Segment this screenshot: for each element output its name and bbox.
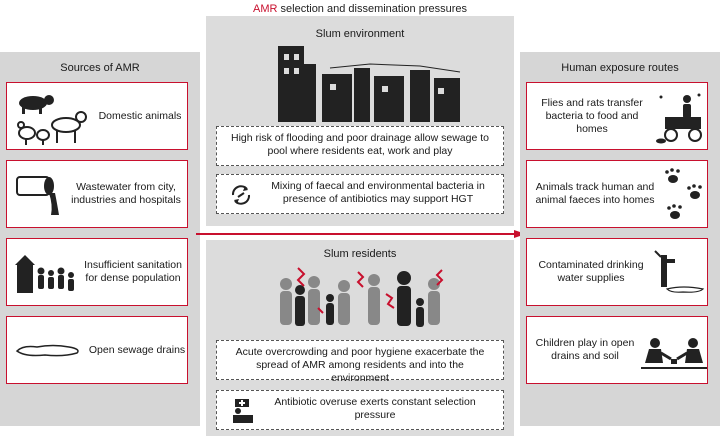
environment-box-hgt	[216, 174, 504, 214]
waste-pipe-icon	[15, 171, 65, 219]
title-rest: selection and dissemination pressures	[277, 3, 467, 15]
source-label: Wastewater from city, industries and hospitals	[71, 181, 181, 206]
exposure-card-animals-track	[526, 160, 708, 228]
latrine-crowd-icon	[11, 247, 81, 301]
water-pump-icon	[653, 245, 709, 303]
recycle-bacteria-icon	[229, 183, 253, 207]
figure-title	[0, 3, 720, 15]
environment-box-hgt-text: Mixing of faecal and environmental bacteria in presence of antibiotics may support HGT	[271, 180, 485, 205]
exposure-card-drinking-water	[526, 238, 708, 306]
source-card-sewage-drains	[6, 316, 188, 384]
exposure-card-children-play	[526, 316, 708, 384]
exposure-label: Children play in open drains and soil	[535, 337, 635, 362]
exposure-label: Contaminated drinking water supplies	[538, 259, 644, 284]
exposure-card-flies-rats	[526, 82, 708, 150]
environment-box-flooding-text: High risk of flooding and poor drainage allow sewage to pool where residents eat, work and play	[231, 132, 489, 157]
food-cart-icon	[655, 91, 707, 145]
slum-environment-panel	[206, 16, 514, 226]
source-label: Domestic animals	[98, 110, 182, 122]
exposure-panel	[520, 52, 720, 426]
source-card-domestic-animals	[6, 82, 188, 150]
dissemination-arrow	[196, 230, 526, 238]
slum-buildings-icon	[270, 38, 470, 124]
sources-header: Sources of AMR	[60, 62, 140, 74]
source-label: Insufficient sanitation for dense population	[84, 259, 182, 284]
title-amr: AMR	[253, 3, 278, 15]
sources-panel	[0, 52, 200, 426]
environment-box-flooding	[216, 126, 504, 166]
paw-prints-icon	[661, 167, 707, 225]
crowd-icon	[274, 264, 454, 340]
pharmacy-icon	[231, 397, 255, 425]
slum-residents-panel	[206, 240, 514, 436]
farm-animals-icon	[11, 87, 91, 147]
source-card-wastewater	[6, 160, 188, 228]
exposure-header: Human exposure routes	[561, 62, 679, 74]
exposure-label: Flies and rats transfer bacteria to food and homes	[541, 97, 643, 135]
slum-residents-header: Slum residents	[323, 248, 397, 260]
children-playing-icon	[641, 329, 707, 375]
residents-box-overcrowding	[216, 340, 504, 384]
source-label: Open sewage drains	[88, 344, 186, 356]
residents-box-antibiotics-text: Antibiotic overuse exerts constant selection pressure	[274, 396, 476, 421]
residents-box-antibiotics	[216, 390, 504, 430]
source-card-sanitation	[6, 238, 188, 306]
slum-environment-header: Slum environment	[315, 28, 405, 40]
puddle-icon	[13, 341, 83, 361]
residents-box-overcrowding-text: Acute overcrowding and poor hygiene exacerbate the spread of AMR among residents and into the environment	[235, 346, 485, 384]
exposure-label: Animals track human and animal faeces into homes	[535, 181, 655, 206]
